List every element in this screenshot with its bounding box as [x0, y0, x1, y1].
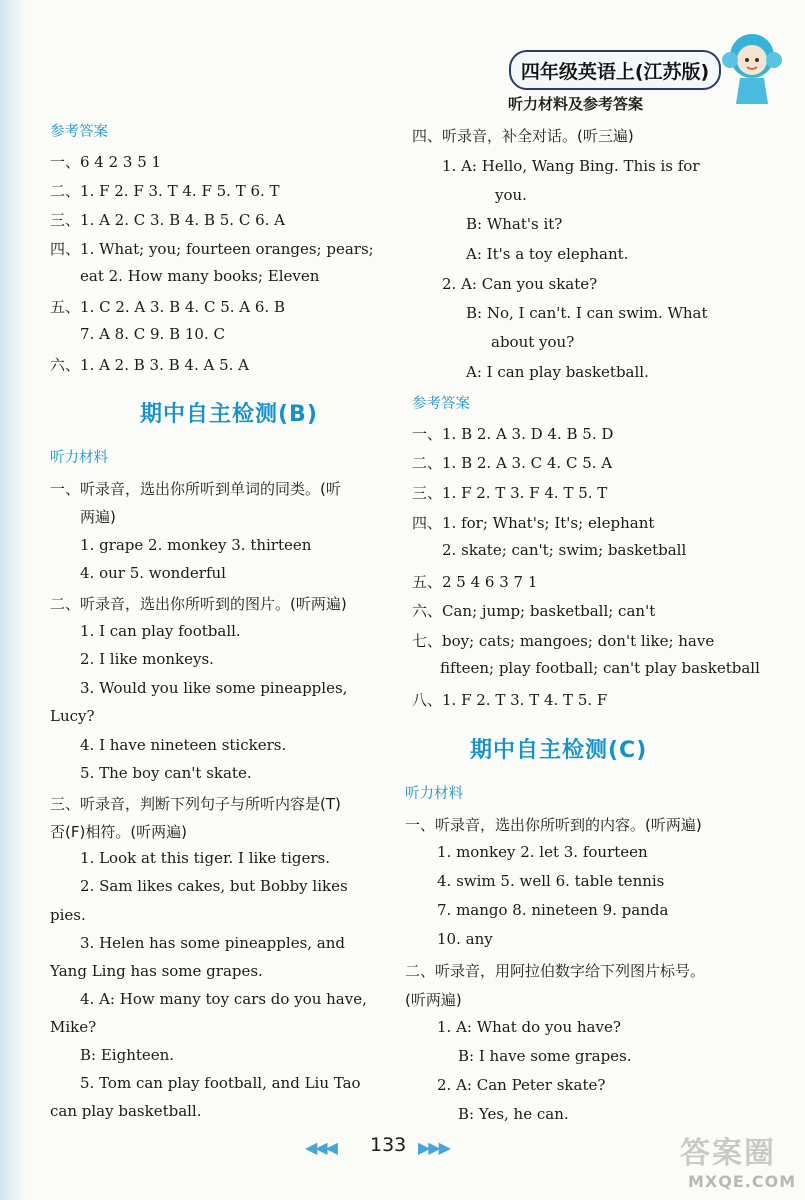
answer-line: 三、1. F 2. T 3. F 4. T 5. T — [412, 484, 608, 502]
answer-line: 五、2 5 4 6 3 7 1 — [412, 573, 538, 591]
mascot-girl-icon — [722, 30, 782, 108]
right-arrows-icon: ▶▶▶ — [418, 1138, 449, 1157]
question-line: 4. our 5. wonderful — [80, 564, 226, 582]
question-line: 1. grape 2. monkey 3. thirteen — [80, 536, 312, 554]
watermark-logo: 答案圈 — [680, 1136, 776, 1171]
book-title-badge — [509, 50, 721, 90]
answer-line: fifteen; play football; can't play basketball — [440, 659, 760, 677]
question-line: 两遍) — [80, 508, 116, 526]
question-line: 1. A: What do you have? — [437, 1018, 621, 1036]
question-line: 否(F)相符。(听两遍) — [50, 823, 188, 841]
question-line: Lucy? — [50, 707, 95, 725]
watermark-url: MXQE.COM — [688, 1172, 797, 1191]
question-line: 5. Tom can play football, and Liu Tao — [80, 1074, 361, 1092]
answer-line: 六、Can; jump; basketball; can't — [412, 602, 656, 620]
dialog-line: 2. A: Can you skate? — [442, 275, 598, 293]
answer-line: 2. skate; can't; swim; basketball — [442, 541, 687, 559]
dialog-line: about you? — [491, 333, 575, 351]
section-title-c: 期中自主检测(C) — [470, 738, 648, 763]
answer-line: 二、1. F 2. F 3. T 4. F 5. T 6. T — [50, 182, 280, 200]
question-line: (听两遍) — [405, 991, 462, 1009]
dialog-line: 四、听录音，补全对话。(听三遍) — [412, 127, 634, 145]
question-line: 4. swim 5. well 6. table tennis — [437, 872, 665, 890]
answer-line: 一、1. B 2. A 3. D 4. B 5. D — [412, 425, 614, 443]
question-line: 10. any — [437, 930, 493, 948]
question-line: B: Yes, he can. — [458, 1105, 569, 1123]
question-line: 一、听录音，选出你所听到单词的同类。(听 — [50, 480, 341, 498]
answer-line: 7. A 8. C 9. B 10. C — [80, 325, 225, 343]
question-line: 二、听录音，选出你所听到的图片。(听两遍) — [50, 595, 347, 613]
dialog-line: B: No, I can't. I can swim. What — [466, 304, 708, 322]
answer-line: 七、boy; cats; mangoes; don't like; have — [412, 632, 715, 650]
listening-label: 听力材料 — [405, 786, 463, 802]
answer-line: 五、1. C 2. A 3. B 4. C 5. A 6. B — [50, 298, 285, 316]
question-line: Mike? — [50, 1018, 97, 1036]
question-line: 1. I can play football. — [80, 622, 241, 640]
question-line: 1. monkey 2. let 3. fourteen — [437, 843, 648, 861]
question-line: 7. mango 8. nineteen 9. panda — [437, 901, 669, 919]
answer-line: 一、6 4 2 3 5 1 — [50, 153, 162, 171]
question-line: 4. I have nineteen stickers. — [80, 736, 287, 754]
question-line: 3. Helen has some pineapples, and — [80, 934, 346, 952]
question-line: 4. A: How many toy cars do you have, — [80, 990, 367, 1008]
dialog-line: you. — [495, 186, 527, 204]
dialog-line: A: It's a toy elephant. — [466, 245, 629, 263]
question-line: 2. Sam likes cakes, but Bobby likes — [80, 877, 348, 895]
section-title-b: 期中自主检测(B) — [140, 402, 318, 427]
dialog-line: A: I can play basketball. — [466, 363, 649, 381]
dialog-line: B: What's it? — [466, 215, 563, 233]
answer-line: 四、1. What; you; fourteen oranges; pears; — [50, 240, 374, 258]
question-line: 2. I like monkeys. — [80, 650, 214, 668]
question-line: Yang Ling has some grapes. — [50, 962, 263, 980]
question-line: pies. — [50, 906, 86, 924]
answer-line: 三、1. A 2. C 3. B 4. B 5. C 6. A — [50, 211, 285, 229]
question-line: 1. Look at this tiger. I like tigers. — [80, 849, 330, 867]
question-line: 三、听录音，判断下列句子与所听内容是(T) — [50, 795, 341, 813]
left-arrows-icon: ◀◀◀ — [305, 1138, 336, 1157]
question-line: 一、听录音，选出你所听到的内容。(听两遍) — [405, 816, 702, 834]
answer-line: 六、1. A 2. B 3. B 4. A 5. A — [50, 356, 250, 374]
answers-label: 参考答案 — [50, 124, 108, 140]
listening-label: 听力材料 — [50, 450, 108, 466]
book-title: 四年级英语上(江苏版) — [520, 60, 710, 83]
question-line: 二、听录音，用阿拉伯数字给下列图片标号。 — [405, 962, 706, 980]
answers-label: 参考答案 — [412, 396, 470, 412]
answer-line: 八、1. F 2. T 3. T 4. T 5. F — [412, 691, 608, 709]
answer-line: 二、1. B 2. A 3. C 4. C 5. A — [412, 454, 613, 472]
answer-line: eat 2. How many books; Eleven — [80, 267, 320, 285]
section-subtitle: 听力材料及参考答案 — [508, 95, 644, 113]
question-line: can play basketball. — [50, 1102, 202, 1120]
question-line: 3. Would you like some pineapples, — [80, 679, 348, 697]
answer-line: 四、1. for; What's; It's; elephant — [412, 514, 655, 532]
question-line: 5. The boy can't skate. — [80, 764, 252, 782]
question-line: B: Eighteen. — [80, 1046, 175, 1064]
page-number: 133 — [370, 1134, 407, 1156]
question-line: 2. A: Can Peter skate? — [437, 1076, 606, 1094]
dialog-line: 1. A: Hello, Wang Bing. This is for — [442, 157, 700, 175]
question-line: B: I have some grapes. — [458, 1047, 632, 1065]
page-edge-shadow — [0, 0, 26, 1200]
